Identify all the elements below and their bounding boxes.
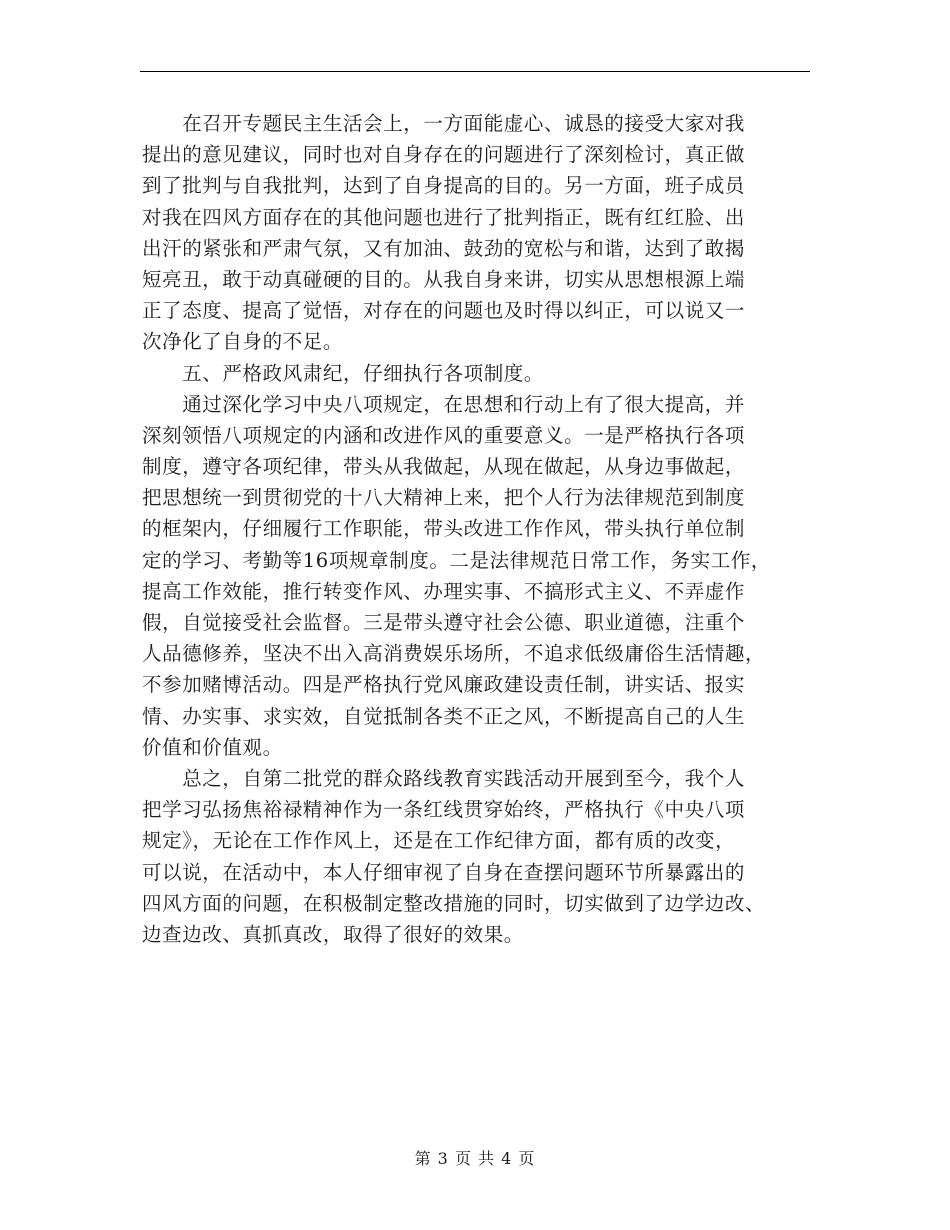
text-line: 把学习弘扬焦裕禄精神作为一条红线贯穿始终，严格执行《中央八项 bbox=[142, 798, 746, 822]
text-line: 可以说，在活动中，本人仔细审视了自身在查摆问题环节所暴露出的 bbox=[142, 860, 746, 884]
header-rule bbox=[140, 71, 810, 72]
page-footer: 第 3 页 共 4 页 bbox=[414, 1149, 536, 1168]
text-line: 到了批判与自我批判，达到了自身提高的目的。另一方面，班子成员 bbox=[142, 174, 746, 198]
text-line: 出汗的紧张和严肃气氛，又有加油、鼓劲的宽松与和谐，达到了敢揭 bbox=[142, 236, 746, 260]
text-line: 正了态度、提高了觉悟，对存在的问题也及时得以纠正，可以说又一 bbox=[142, 299, 746, 323]
text-line: 通过深化学习中央八项规定，在思想和行动上有了很大提高，并 bbox=[142, 392, 746, 416]
text-line: 定的学习、考勤等16项规章制度。二是法律规范日常工作，务实工作， bbox=[142, 548, 772, 572]
text-line: 制度，遵守各项纪律，带头从我做起，从现在做起，从身边事做起， bbox=[142, 455, 746, 479]
text-line: 在召开专题民主生活会上，一方面能虚心、诚恳的接受大家对我 bbox=[142, 112, 746, 135]
text-line: 规定》，无论在工作作风上，还是在工作纪律方面，都有质的改变， bbox=[142, 829, 736, 853]
text-line: 不参加赌博活动。四是严格执行党风廉政建设责任制，讲实话、报实 bbox=[142, 673, 746, 697]
text-line: 短亮丑，敢于动真碰硬的目的。从我自身来讲，切实从思想根源上端 bbox=[142, 267, 746, 291]
text-line: 次净化了自身的不足。 bbox=[142, 330, 344, 354]
text-line: 的框架内，仔细履行工作职能，带头改进工作作风，带头执行单位制 bbox=[142, 517, 746, 541]
document-body bbox=[142, 108, 812, 950]
text-line: 人品德修养，坚决不出入高消费娱乐场所，不追求低级庸俗生活情趣， bbox=[142, 642, 766, 666]
text-line: 提出的意见建议，同时也对自身存在的问题进行了深刻检讨，真正做 bbox=[142, 143, 746, 167]
text-line: 五、严格政风肃纪，仔细执行各项制度。 bbox=[142, 361, 545, 385]
text-line: 价值和价值观。 bbox=[142, 735, 283, 759]
text-line: 情、办实事、求实效，自觉抵制各类不正之风，不断提高自己的人生 bbox=[142, 704, 746, 728]
text-line: 提高工作效能，推行转变作风、办理实事、不搞形式主义、不弄虚作 bbox=[142, 579, 746, 603]
text-line: 深刻领悟八项规定的内涵和改进作风的重要意义。一是严格执行各项 bbox=[142, 423, 746, 447]
text-line: 总之，自第二批党的群众路线教育实践活动开展到至今，我个人 bbox=[142, 766, 746, 790]
text-line: 假，自觉接受社会监督。三是带头遵守社会公德、职业道德，注重个 bbox=[142, 611, 746, 634]
text-line: 四风方面的问题，在积极制定整改措施的同时，切实做到了边学边改、 bbox=[142, 891, 766, 915]
text-line: 把思想统一到贯彻党的十八大精神上来，把个人行为法律规范到制度 bbox=[142, 486, 746, 510]
text-line: 对我在四风方面存在的其他问题也进行了批判指正，既有红红脸、出 bbox=[142, 205, 746, 229]
text-line: 边查边改、真抓真改，取得了很好的效果。 bbox=[142, 922, 524, 946]
